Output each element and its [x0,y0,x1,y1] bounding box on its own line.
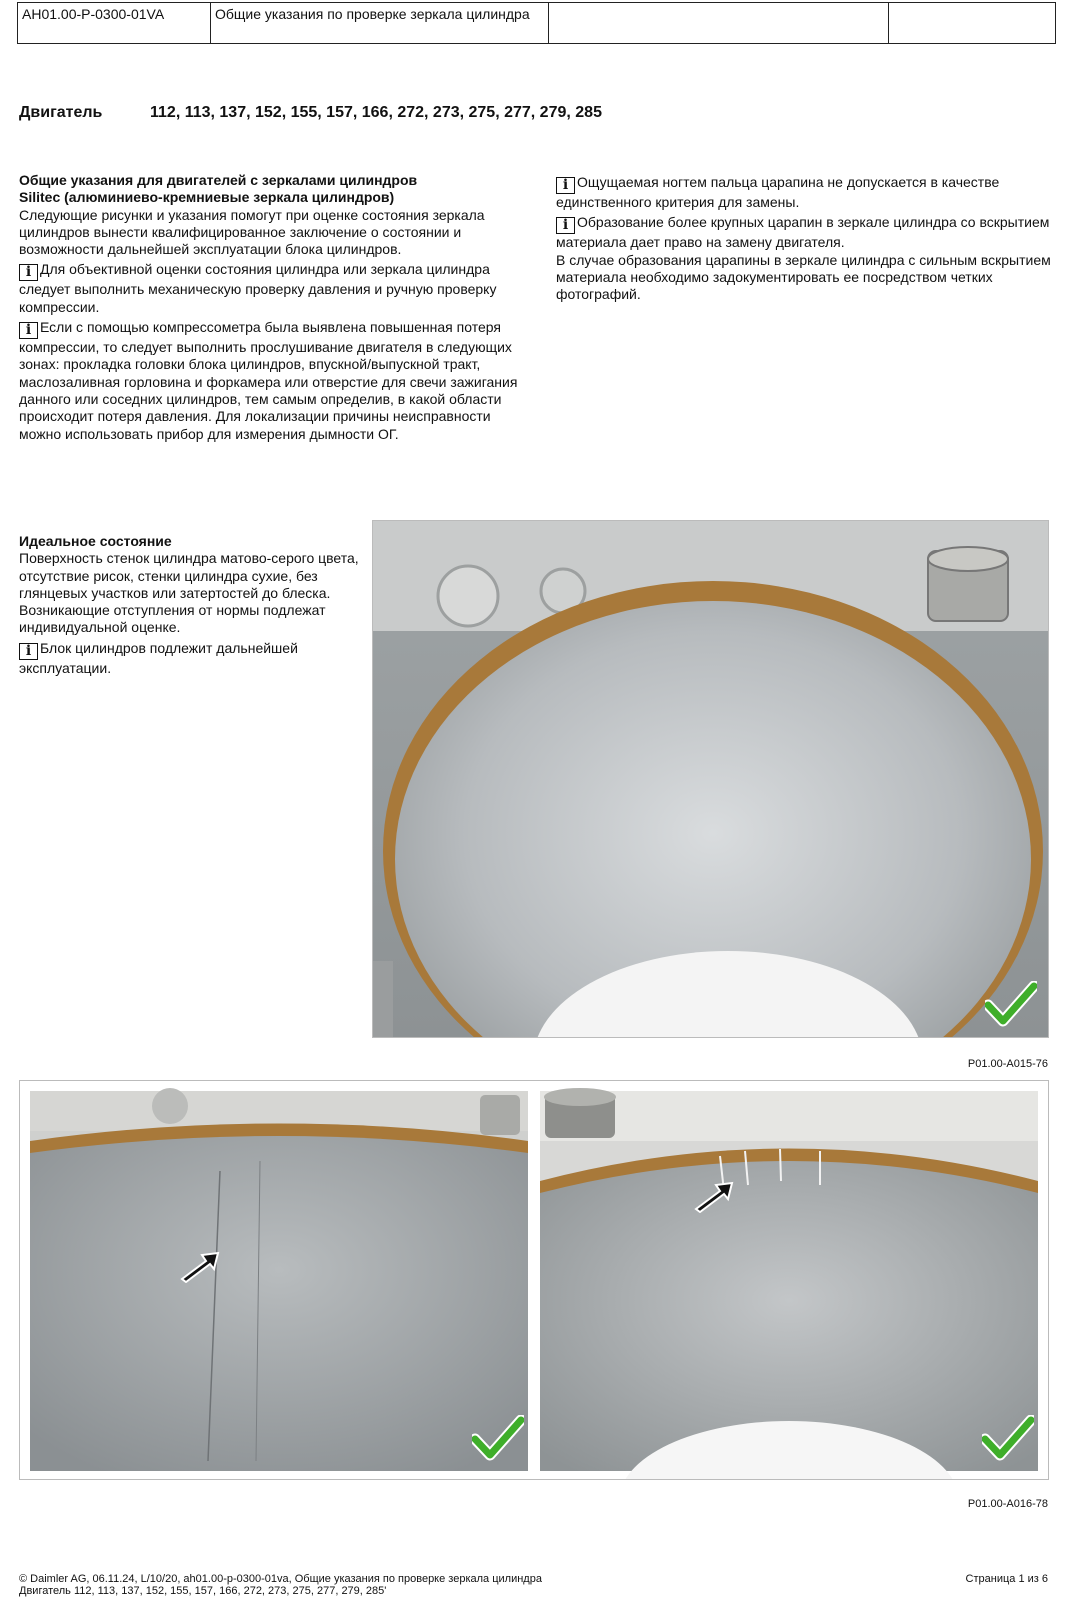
intro-heading-line1: Общие указания для двигателей с зеркалами цилиндров [19,172,418,188]
figure-caption: P01.00-A016-78 [967,1498,1048,1510]
header-empty-cell [889,3,1056,44]
cylinder-bore-photo [373,521,1048,1037]
info-note-text: Если с помощью компрессометра была выявлена повышенная потеря компрессии, то следует выполнить прослушивание двигателя в следующих зонах: прокладка головки блока цилиндров, впускной/выпускной тракт, маслозаливная горловина и форкамера или отверстие для свечи зажигания данного или соседних цилиндров, тем самым определив, в какой области происходит потеря давления. Для локализации причины неисправности можно использовать прибор для измерения дымности ОГ. [19,319,518,442]
info-icon: i [19,322,38,339]
documentation-paragraph: В случае образования царапины в зеркале цилиндра с сильным вскрытием материала необходимо задокументировать ее посредством четких фотографий. [556,251,1051,303]
figure-acceptable-scratches [19,1080,1049,1480]
checkmark-ok-icon [985,981,1037,1027]
cylinder-bore-photo-left [20,1081,1048,1479]
info-note [19,640,359,677]
info-icon: i [556,217,575,234]
ideal-heading: Идеальное состояние [19,533,172,549]
document-id: AH01.00-P-0300-01VA [18,3,211,44]
intro-heading-line2: Silitec (алюминиево-кремниевые зеркала цилиндров) [19,189,395,206]
engine-label: Двигатель [19,104,103,121]
info-note [556,214,1056,251]
info-icon: i [556,177,575,194]
footer-copyright: © Daimler AG, 06.11.24, L/10/20, ah01.00-p-0300-01va, Общие указания по проверке зеркала цилиндра [19,1573,542,1585]
info-icon: i [19,264,38,281]
header-empty-cell [549,3,889,44]
footer-engines: Двигатель 112, 113, 137, 152, 155, 157, 166, 272, 273, 275, 277, 279, 285' [19,1585,387,1597]
figure-caption: P01.00-A015-76 [967,1058,1048,1070]
ideal-state-section [19,533,359,677]
info-note-text: Образование более крупных царапин в зеркале цилиндра со вскрытием материала дает право на замену двигателя. [556,214,1050,251]
page-footer [19,1573,542,1597]
engine-models: 112, 113, 137, 152, 155, 157, 166, 272, 273, 275, 277, 279, 285 [150,104,602,121]
ideal-paragraph-deviations: Возникающие отступления от нормы подлежат индивидуальной оценке. [19,602,326,636]
right-notes-section [556,174,1056,303]
ideal-paragraph: Поверхность стенок цилиндра матово-серого цвета, отсутствие рисок, стенки цилиндра сухие, без глянцевых участков или затертостей до блеска. [19,550,359,601]
document-header-table [17,2,1056,44]
info-note [19,319,529,443]
arrow-pointer-icon [178,1249,222,1283]
document-title: Общие указания по проверке зеркала цилиндра [211,3,549,44]
info-icon: i [19,643,38,660]
figure-ideal-cylinder [372,520,1049,1038]
checkmark-ok-icon [472,1415,524,1461]
info-note [556,174,1056,211]
info-note-text: Блок цилиндров подлежит дальнейшей эксплуатации. [19,639,298,676]
intro-paragraph: Следующие рисунки и указания помогут при оценке состояния зеркала цилиндров вынести квалифицированное заключение о состоянии и возможности дальнейшей эксплуатации блока цилиндров. [19,206,485,258]
arrow-pointer-icon [692,1179,736,1213]
page-number: Страница 1 из 6 [965,1573,1048,1585]
info-note-text: Ощущаемая ногтем пальца царапина не допускается в качестве единственного критерия для замены. [556,174,1000,210]
info-note [19,261,529,316]
checkmark-ok-icon [982,1415,1034,1461]
info-note-text: Для объективной оценки состояния цилиндра или зеркала цилиндра следует выполнить механическую проверку давления и ручную проверку компрессии. [19,261,497,315]
intro-section [19,172,529,443]
engine-applicability [19,104,602,122]
